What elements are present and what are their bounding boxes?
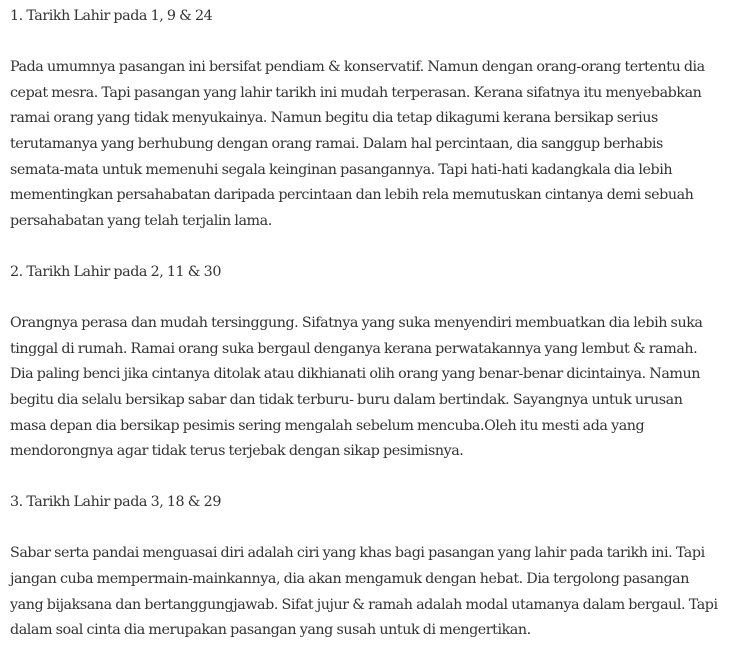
section-heading: 1. Tarikh Lahir pada 1, 9 & 24 [10,8,213,24]
paragraph-line: persahabatan yang telah terjalin lama. [10,212,272,229]
paragraph-line: Dia paling benci jika cintanya ditolak atau dikhianati olih orang yang benar-benar dicintainya. Namun [10,366,701,383]
section-paragraph [10,311,738,465]
paragraph-line: mendorongnya agar tidak terus terjebak dengan sikap pesimisnya. [10,443,464,460]
paragraph-line: mementingkan persahabatan daripada percintaan dan lebih rela memutuskan cintanya demi sebuah [10,187,694,204]
paragraph-line: cepat mesra. Tapi pasangan yang lahir tarikh ini mudah terperasan. Kerana sifatnya itu menyebabkan [10,84,702,101]
section-paragraph [10,55,738,234]
paragraph-line: begitu dia selalu bersikap sabar dan tidak terburu- buru dalam bertindak. Sayangnya untuk urusan [10,391,683,408]
paragraph-line: masa depan dia bersikap pesimis sering mengalah sebelum mencuba.Oleh itu mesti ada yang [10,417,645,434]
paragraph-line: Pada umumnya pasangan ini bersifat pendiam & konservatif. Namun dengan orang-orang tertentu dia [10,59,705,76]
section-1 [10,4,738,234]
paragraph-line: terutamanya yang berhubung dengan orang ramai. Dalam hal percintaan, dia sanggup berhabis [10,135,663,152]
paragraph-line: ramai orang yang tidak menyukainya. Namun begitu dia tetap dikagumi kerana bersikap serius [10,110,658,127]
paragraph-line: tinggal di rumah. Ramai orang suka bergaul denganya kerana perwatakannya yang lembut & ramah. [10,340,698,357]
paragraph-line: semata-mata untuk memenuhi segala keinginan pasangannya. Tapi hati-hati kadangkala dia lebih [10,161,673,178]
paragraph-line: dalam soal cinta dia merupakan pasangan yang susah untuk di mengertikan. [10,622,531,639]
paragraph-line: yang bijaksana dan bertanggungjawab. Sifat jujur & ramah adalah modal utamanya dalam bergaul. Tapi [10,596,718,613]
section-heading: 2. Tarikh Lahir pada 2, 11 & 30 [10,263,221,280]
section-heading: 3. Tarikh Lahir pada 3, 18 & 29 [10,494,221,511]
section-2 [10,260,738,465]
paragraph-line: Orangnya perasa dan mudah tersinggung. Sifatnya yang suka menyendiri membuatkan dia lebih suka [10,315,703,332]
paragraph-line: Sabar serta pandai menguasai diri adalah ciri yang khas bagi pasangan yang lahir pada tarikh ini. Tapi [10,545,705,562]
article-body [10,4,738,669]
paragraph-line: jangan cuba mempermain-mainkannya, dia akan mengamuk dengan hebat. Dia tergolong pasangan [10,571,690,588]
section-3 [10,490,738,644]
section-paragraph [10,541,738,643]
